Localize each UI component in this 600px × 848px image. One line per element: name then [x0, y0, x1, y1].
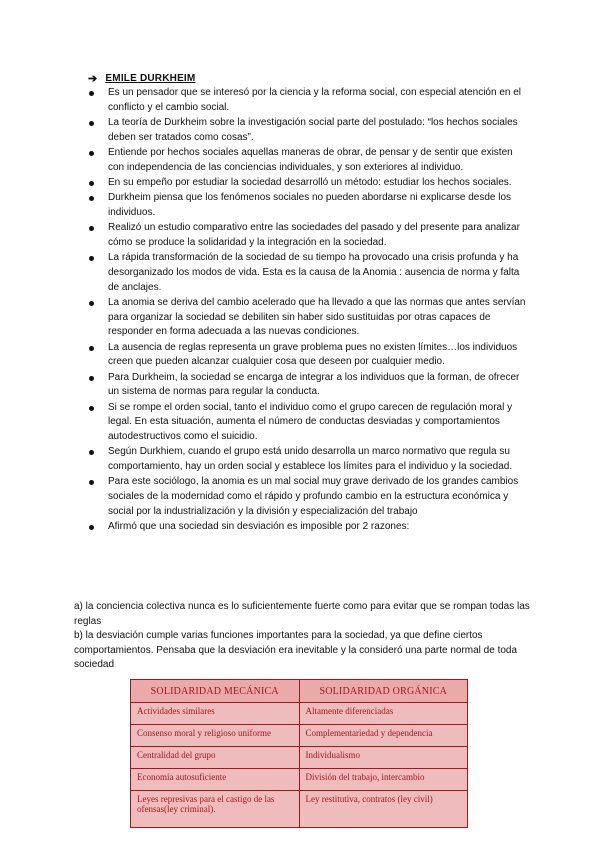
- list-item: Según Durkhiem, cuando el grupo está unido desarrolla un marco normativo que regula su comportamiento, hay un orden social y establece los límites para el individuo y la sociedad.: [88, 445, 528, 474]
- bullet-icon: [89, 91, 94, 96]
- table-cell: Economía autosuficiente: [131, 769, 300, 791]
- list-item: La teoría de Durkheim sobre la investigación social parte del postulado: “los hechos sociales deben ser tratados como cosas”.: [88, 116, 528, 145]
- table-row: [131, 791, 468, 828]
- solidarity-table: [130, 679, 468, 828]
- table-cell: Individualismo: [299, 747, 468, 769]
- list-item: La rápida transformación de la sociedad de su tiempo ha provocado una crisis profunda y ha desorganizado los modos de vida. Esta es la causa de la Anomia : ausencia de norma y falta de anclajes.: [88, 251, 528, 295]
- bullet-icon: [89, 181, 94, 186]
- bullet-icon: [89, 226, 94, 231]
- bullet-icon: [89, 376, 94, 381]
- section-heading: [88, 72, 195, 85]
- list-item: Si se rompe el orden social, tanto el individuo como el grupo carecen de regulación moral y legal. En esta situación, aumenta el número de conductas desviadas y comportamientos autodestructivos como el suicidio.: [88, 401, 528, 445]
- reason-b: b) la desviación cumple varias funciones importantes para la sociedad, ya que define ciertos comportamientos. Pensaba que la desviación era inevitable y la consideró una parte normal de toda sociedad: [74, 630, 518, 671]
- bullet-icon: [89, 406, 94, 411]
- bullet-icon: [89, 301, 94, 306]
- table-row: [131, 725, 468, 747]
- list-item: Realizó un estudio comparativo entre las sociedades del pasado y del presente para analizar cómo se produce la solidaridad y la integración en la sociedad.: [88, 221, 528, 250]
- table-row: [131, 769, 468, 791]
- bullet-icon: [89, 151, 94, 156]
- bullet-icon: [89, 196, 94, 201]
- bullet-icon: [89, 480, 94, 485]
- table-cell: División del trabajo, intercambio: [299, 769, 468, 791]
- header-mechanical: SOLIDARIDAD MECÁNICA: [131, 680, 300, 703]
- table-cell: Leyes represivas para el castigo de las ofensas(ley criminal).: [131, 791, 300, 828]
- list-item: Para Durkheim, la sociedad se encarga de integrar a los individuos que la forman, de ofrecer un sistema de normas para regular la conducta.: [88, 371, 528, 400]
- bullet-icon: [89, 346, 94, 351]
- list-item: La ausencia de reglas representa un grave problema pues no existen límites…los individuos creen que pueden alcanzar cualquier cosa que deseen por cualquier medio.: [88, 341, 528, 370]
- list-item: Para este sociólogo, la anomia es un mal social muy grave derivado de los grandes cambios sociales de la modernidad como el rápido y profundo cambio en la estructura económica y social por la industrialización y la división y especialización del trabajo: [88, 475, 528, 519]
- list-item: Afirmó que una sociedad sin desviación es imposible por 2 razones:: [88, 520, 528, 535]
- table-row: [131, 703, 468, 725]
- bullet-icon: [89, 450, 94, 455]
- bullet-icon: [89, 256, 94, 261]
- bullet-icon: [89, 121, 94, 126]
- bullet-list: [88, 86, 528, 535]
- list-item: En su empeño por estudiar la sociedad desarrolló un método: estudiar los hechos sociales.: [88, 176, 528, 191]
- heading-title: EMILE DURKHEIM: [105, 73, 196, 84]
- table-cell: Complementariedad y dependencia: [299, 725, 468, 747]
- table-header-row: [131, 680, 468, 703]
- list-item: Es un pensador que se interesó por la ciencia y la reforma social, con especial atención en el conflicto y el cambio social.: [88, 86, 528, 115]
- list-item: Durkheim piensa que los fenómenos sociales no pueden abordarse ni explicarse desde los individuos.: [88, 191, 528, 220]
- table-cell: Ley restitutiva, contratos (ley civil): [299, 791, 468, 828]
- header-organic: SOLIDARIDAD ORGÁNICA: [299, 680, 468, 703]
- table-cell: Consenso moral y religioso uniforme: [131, 725, 300, 747]
- arrow-icon: ➔: [88, 73, 98, 85]
- table-cell: Actividades similares: [131, 703, 300, 725]
- list-item: La anomia se deriva del cambio acelerado que ha llevado a que las normas que antes servían para organizar la sociedad se debiliten sin haber sido sustituidas por otras capaces de responder en forma adecuada a las nuevas condiciones.: [88, 296, 528, 340]
- list-item: Entiende por hechos sociales aquellas maneras de obrar, de pensar y de sentir que existen con independencia de las conciencias individuales, y son exteriores al individuo.: [88, 146, 528, 175]
- table-cell: Centralidad del grupo: [131, 747, 300, 769]
- table-row: [131, 747, 468, 769]
- table-cell: Altamente diferenciadas: [299, 703, 468, 725]
- reason-a: a) la conciencia colectiva nunca es lo suficientemente fuerte como para evitar que se rompan todas las reglas: [74, 601, 530, 627]
- bullet-icon: [89, 525, 94, 530]
